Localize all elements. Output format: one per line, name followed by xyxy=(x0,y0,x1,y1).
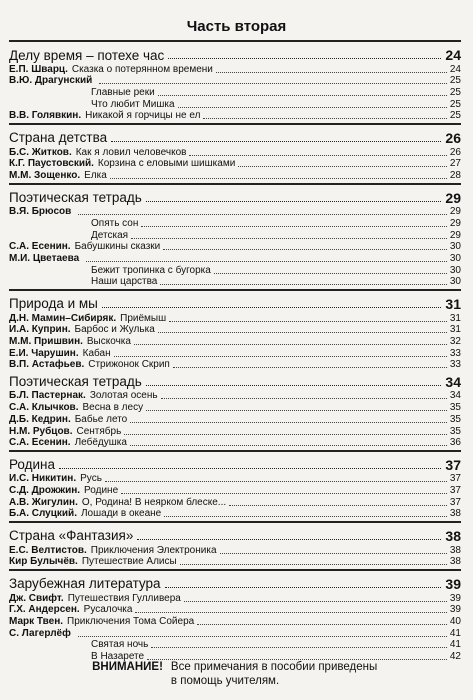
entry-page: 31 xyxy=(449,312,461,324)
entry-title: Елка xyxy=(84,170,107,181)
section-heading xyxy=(9,40,461,63)
entry-title: Золотая осень xyxy=(89,390,158,402)
dot-leader xyxy=(131,238,447,239)
section-title: Страна «Фантазия» xyxy=(9,528,134,544)
entry-author: М.М. Зощенко. xyxy=(9,170,81,181)
entry-title: О, Родина! В неярком блеске... xyxy=(81,496,227,508)
entry-page: 41 xyxy=(449,639,461,651)
dot-leader xyxy=(214,273,447,274)
section-page: 31 xyxy=(445,295,461,312)
entry-title: Барбос и Жулька xyxy=(74,324,155,336)
dot-leader xyxy=(168,58,441,59)
entry-page: 35 xyxy=(449,413,461,425)
dot-leader xyxy=(110,178,447,179)
section-heading xyxy=(9,372,461,390)
entry-title: Кабан xyxy=(82,347,111,359)
entry-page: 38 xyxy=(449,508,461,520)
entry-title: Главные реки xyxy=(91,87,155,99)
entry-page: 34 xyxy=(449,390,461,402)
entry-title: Путешествие Алисы xyxy=(81,556,177,568)
section-title: Родина xyxy=(9,457,56,473)
entry-author: С. Лагерлёф xyxy=(9,627,71,639)
entry-title: Наши царства xyxy=(91,276,158,288)
dot-leader xyxy=(141,226,447,227)
section-page: 26 xyxy=(445,129,461,146)
entry-author: Д.Б. Кедрин. xyxy=(9,413,71,425)
entry-title: Сентябрь xyxy=(76,425,122,437)
entry-author: Дж. Свифт. xyxy=(9,592,64,604)
entry-author: Б.Л. Пастернак. xyxy=(9,390,86,402)
entry-author: Д.Н. Мамин–Сибиряк. xyxy=(9,312,117,324)
section-page: 24 xyxy=(445,47,461,63)
entry-author: И.А. Куприн. xyxy=(9,324,71,336)
section-page: 29 xyxy=(445,189,461,206)
entry-page: 39 xyxy=(449,604,461,616)
entry-page: 41 xyxy=(449,627,461,639)
entry-page: 36 xyxy=(449,437,461,449)
dot-leader xyxy=(189,155,447,156)
part-title: Часть вторая xyxy=(186,18,287,35)
toc-entry xyxy=(9,86,461,98)
dot-leader xyxy=(78,214,447,215)
entry-page: 27 xyxy=(449,158,461,170)
toc-entry xyxy=(9,252,461,264)
toc-entry xyxy=(9,98,461,110)
dot-leader xyxy=(114,356,447,357)
dot-leader xyxy=(180,564,447,565)
notice-block xyxy=(0,660,473,688)
entry-title: Опять сон xyxy=(91,217,139,229)
entry-author: М.И. Цветаева xyxy=(9,252,80,264)
toc-entry xyxy=(9,229,461,241)
section-title: Поэтическая тетрадь xyxy=(9,190,142,205)
dot-leader xyxy=(121,493,447,494)
entry-author: Е.П. Шварц. xyxy=(9,63,68,75)
entry-page: 25 xyxy=(449,75,461,87)
entry-author: Б.С. Житков. xyxy=(9,146,72,158)
entry-page: 29 xyxy=(449,229,461,241)
entry-page: 30 xyxy=(449,241,461,253)
toc-entry xyxy=(9,75,461,87)
entry-page: 38 xyxy=(449,544,461,556)
entry-author: С.Д. Дрожжин. xyxy=(9,485,81,497)
toc-entry xyxy=(9,206,461,218)
toc-entry xyxy=(9,312,461,324)
section-page: 37 xyxy=(445,456,461,473)
section-heading xyxy=(9,289,461,312)
entry-page: 30 xyxy=(449,276,461,288)
entry-author: Б.А. Слуцкий. xyxy=(9,508,77,520)
entry-page: 26 xyxy=(449,146,461,158)
entry-author: В.П. Астафьев. xyxy=(9,359,85,371)
toc-entry xyxy=(9,437,461,449)
toc-entry xyxy=(9,473,461,485)
section-heading xyxy=(9,123,461,146)
section-title: Делу время – потехе час xyxy=(9,47,165,63)
entry-page: 42 xyxy=(449,650,461,662)
entry-author: С.А. Есенин. xyxy=(9,241,71,253)
notice-text: Все примечания в пособии приведены в помощь учителям. xyxy=(170,661,378,687)
toc-entry xyxy=(9,413,461,425)
dot-leader xyxy=(78,636,447,637)
entry-page: 40 xyxy=(449,615,461,627)
dot-leader xyxy=(86,261,447,262)
entry-author: И.С. Никитин. xyxy=(9,473,77,485)
section-heading xyxy=(9,450,461,473)
entry-author: Е.С. Велтистов. xyxy=(9,544,87,556)
entry-title: Русь xyxy=(80,473,102,485)
entry-page: 32 xyxy=(449,335,461,347)
entry-page: 35 xyxy=(449,425,461,437)
toc-entry xyxy=(9,264,461,276)
dot-leader xyxy=(146,410,447,411)
toc-entry xyxy=(9,496,461,508)
entry-title: Сказка о потерянном времени xyxy=(71,63,213,75)
dot-leader xyxy=(164,516,447,517)
toc-entry xyxy=(9,544,461,556)
dot-leader xyxy=(216,72,447,73)
entry-title: В Назарете xyxy=(91,650,145,662)
entry-author: В.В. Голявкин. xyxy=(9,110,82,122)
entry-page: 37 xyxy=(449,473,461,485)
entry-page: 37 xyxy=(449,496,461,508)
entry-page: 38 xyxy=(449,556,461,568)
dot-leader xyxy=(130,445,447,446)
dot-leader xyxy=(146,385,442,386)
section-heading xyxy=(9,569,461,592)
entry-page: 39 xyxy=(449,592,461,604)
entry-author: Е.И. Чарушин. xyxy=(9,347,79,359)
toc-entry xyxy=(9,347,461,359)
entry-title: Детская xyxy=(91,229,129,241)
section-title: Поэтическая тетрадь xyxy=(9,374,142,390)
entry-page: 25 xyxy=(449,110,461,122)
toc-entry xyxy=(9,592,461,604)
entry-author: С.А. Есенин. xyxy=(9,437,71,449)
dot-leader xyxy=(151,647,447,648)
toc-entry xyxy=(9,335,461,347)
dot-leader xyxy=(158,332,447,333)
entry-title: Бежит тропинка с бугорка xyxy=(91,264,211,276)
section-page: 39 xyxy=(445,575,461,592)
entry-title: Весна в лесу xyxy=(82,402,144,414)
entry-page: 31 xyxy=(449,324,461,336)
section-heading xyxy=(9,183,461,206)
dot-leader xyxy=(124,434,447,435)
entry-title: Приёмыш xyxy=(120,312,167,324)
dot-leader xyxy=(102,307,442,308)
dot-leader xyxy=(161,398,447,399)
entry-page: 35 xyxy=(449,402,461,414)
toc-entry xyxy=(9,627,461,639)
dot-leader xyxy=(99,83,447,84)
dot-leader xyxy=(160,284,447,285)
entry-title: Родине xyxy=(84,485,119,497)
table-of-contents xyxy=(9,40,461,663)
entry-page: 37 xyxy=(449,485,461,497)
entry-title: Никакой я горчицы не ел xyxy=(85,110,201,122)
entry-title: Лошади в океане xyxy=(80,508,162,520)
dot-leader xyxy=(163,249,447,250)
entry-title: Путешествия Гулливера xyxy=(67,592,181,604)
toc-entry xyxy=(9,146,461,158)
entry-title: Как я ловил человечков xyxy=(75,146,187,158)
toc-entry xyxy=(9,63,461,75)
entry-author: С.А. Клычков. xyxy=(9,402,79,414)
entry-page: 25 xyxy=(449,98,461,110)
section-page: 38 xyxy=(445,527,461,544)
section-title: Природа и мы xyxy=(9,296,98,312)
entry-page: 25 xyxy=(449,87,461,99)
entry-page: 30 xyxy=(449,264,461,276)
notice-label: ВНИМАНИЕ! xyxy=(92,661,163,673)
entry-author: Н.М. Рубцов. xyxy=(9,425,73,437)
toc-entry xyxy=(9,158,461,170)
dot-leader xyxy=(203,118,447,119)
entry-title: Выскочка xyxy=(86,335,131,347)
dot-leader xyxy=(197,624,447,625)
section-title: Страна детства xyxy=(9,130,108,146)
entry-title: Приключения Электроника xyxy=(90,544,217,556)
toc-entry xyxy=(9,615,461,627)
entry-title: Что любит Мишка xyxy=(91,98,175,110)
dot-leader xyxy=(229,505,447,506)
toc-entry xyxy=(9,110,461,122)
toc-entry xyxy=(9,276,461,288)
entry-title: Бабушкины сказки xyxy=(74,241,161,253)
section-page: 34 xyxy=(445,373,461,390)
entry-page: 30 xyxy=(449,252,461,264)
dot-leader xyxy=(158,95,447,96)
dot-leader xyxy=(184,601,447,602)
entry-title: Стрижонок Скрип xyxy=(88,359,170,371)
entry-author: Г.Х. Андерсен. xyxy=(9,604,80,616)
toc-entry xyxy=(9,401,461,413)
dot-leader xyxy=(111,141,441,142)
toc-entry xyxy=(9,169,461,181)
toc-entry xyxy=(9,604,461,616)
toc-entry xyxy=(9,484,461,496)
entry-page: 28 xyxy=(449,170,461,181)
entry-author: Марк Твен. xyxy=(9,615,64,627)
entry-page: 33 xyxy=(449,359,461,371)
entry-page: 33 xyxy=(449,347,461,359)
entry-author: В.Ю. Драгунский xyxy=(9,75,93,87)
toc-entry xyxy=(9,359,461,371)
dot-leader xyxy=(105,481,447,482)
entry-title: Русалочка xyxy=(83,604,133,616)
toc-entry xyxy=(9,324,461,336)
section-heading xyxy=(9,521,461,544)
dot-leader xyxy=(137,539,441,540)
entry-author: К.Г. Паустовский. xyxy=(9,158,94,170)
toc-entry xyxy=(9,390,461,402)
dot-leader xyxy=(165,587,442,588)
entry-author: В.Я. Брюсов xyxy=(9,206,72,218)
section-title: Зарубежная литература xyxy=(9,576,161,592)
toc-entry xyxy=(9,639,461,651)
entry-title: Лебёдушка xyxy=(74,437,127,449)
dot-leader xyxy=(169,321,447,322)
toc-entry xyxy=(9,217,461,229)
toc-entry xyxy=(9,241,461,253)
toc-entry xyxy=(9,556,461,568)
toc-entry xyxy=(9,425,461,437)
entry-title: Бабье лето xyxy=(74,413,128,425)
entry-author: Кир Булычёв. xyxy=(9,556,78,568)
dot-leader xyxy=(238,166,447,167)
entry-page: 29 xyxy=(449,206,461,218)
entry-title: Святая ночь xyxy=(91,639,149,651)
toc-entry xyxy=(9,508,461,520)
dot-leader xyxy=(220,553,448,554)
dot-leader xyxy=(173,367,447,368)
entry-title: Корзина с еловыми шишками xyxy=(97,158,236,170)
entry-page: 29 xyxy=(449,217,461,229)
dot-leader xyxy=(134,344,447,345)
entry-author: А.В. Жигулин. xyxy=(9,496,78,508)
dot-leader xyxy=(130,422,447,423)
dot-leader xyxy=(178,107,447,108)
entry-page: 24 xyxy=(449,63,461,75)
entry-author: М.М. Пришвин. xyxy=(9,335,83,347)
dot-leader xyxy=(135,612,447,613)
dot-leader xyxy=(59,468,441,469)
dot-leader xyxy=(146,201,442,202)
entry-title: Приключения Тома Сойера xyxy=(67,615,195,627)
